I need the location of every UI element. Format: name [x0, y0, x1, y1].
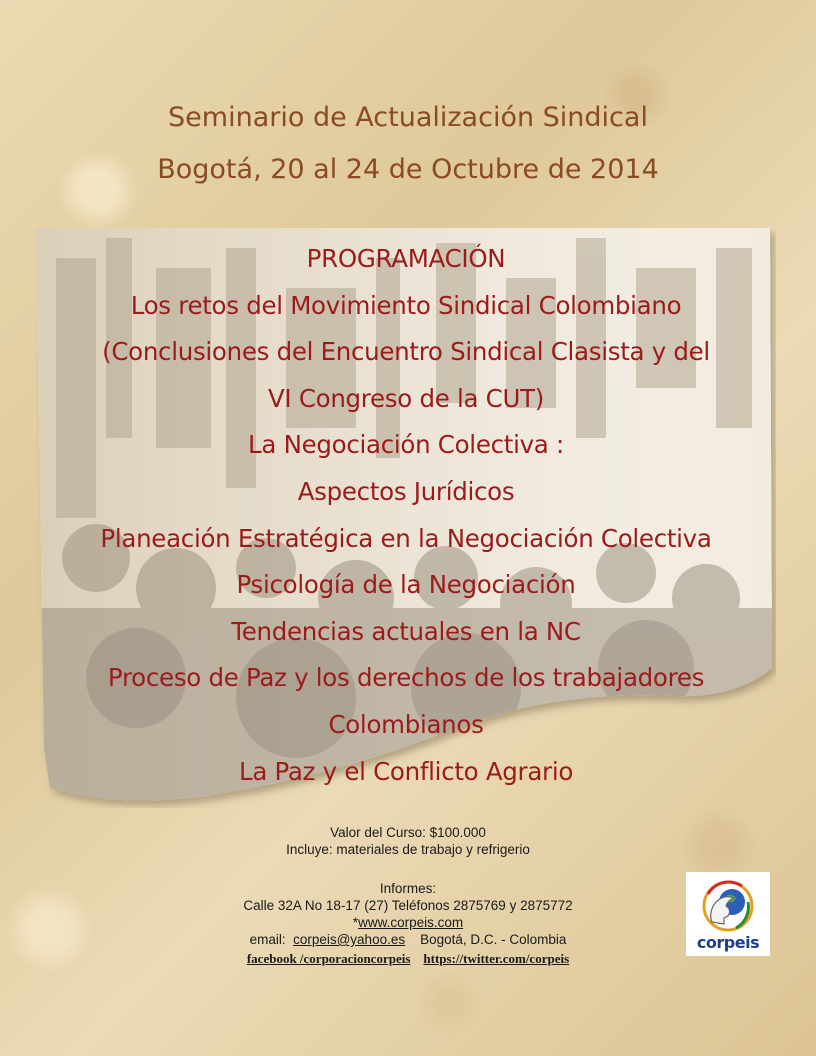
course-price: Valor del Curso: $100.000 [330, 825, 486, 840]
header [0, 92, 816, 196]
email-link[interactable]: corpeis@yahoo.es [293, 932, 406, 947]
program-item: (Conclusiones del Encuentro Sindical Clasista y del [102, 337, 710, 367]
course-info [0, 824, 816, 858]
program-item: La Paz y el Conflicto Agrario [238, 756, 574, 786]
contact-address: Calle 32A No 18-17 (27) Teléfonos 2875769 y 2875772 [243, 898, 573, 913]
program-item: La Negociación Colectiva : [248, 430, 564, 460]
seminar-title: Seminario de Actualización Sindical [168, 102, 648, 133]
program-item: VI Congreso de la CUT) [267, 383, 545, 413]
program-heading: PROGRAMACIÓN [306, 244, 506, 273]
contact-title: Informes: [379, 881, 437, 896]
facebook-link[interactable]: facebook /corporacioncorpeis [246, 951, 411, 966]
program-item: Planeación Estratégica en la Negociación Colectiva [100, 523, 712, 553]
email-label: email: [249, 932, 294, 947]
program-item: Aspectos Jurídicos [297, 476, 515, 506]
corpeis-logo [686, 872, 770, 956]
twitter-link[interactable]: https://twitter.com/corpeis [423, 951, 570, 966]
program-item: Colombianos [328, 709, 484, 739]
program-item: Psicología de la Negociación [236, 570, 576, 600]
course-includes: Incluye: materiales de trabajo y refrigerio [286, 842, 530, 857]
program-item: Los retos del Movimiento Sindical Colombiano [130, 290, 682, 320]
web-prefix: * [352, 915, 359, 930]
seminar-dates: Bogotá, 20 al 24 de Octubre de 2014 [157, 154, 659, 185]
contact-city: Bogotá, D.C. - Colombia [405, 932, 567, 947]
website-link[interactable]: www.corpeis.com [358, 915, 464, 930]
program-item: Tendencias actuales en la NC [231, 616, 581, 646]
program-list [36, 236, 776, 795]
logo-text: corpeis [696, 933, 760, 952]
program-item: Proceso de Paz y los derechos de los trabajadores [107, 663, 705, 693]
